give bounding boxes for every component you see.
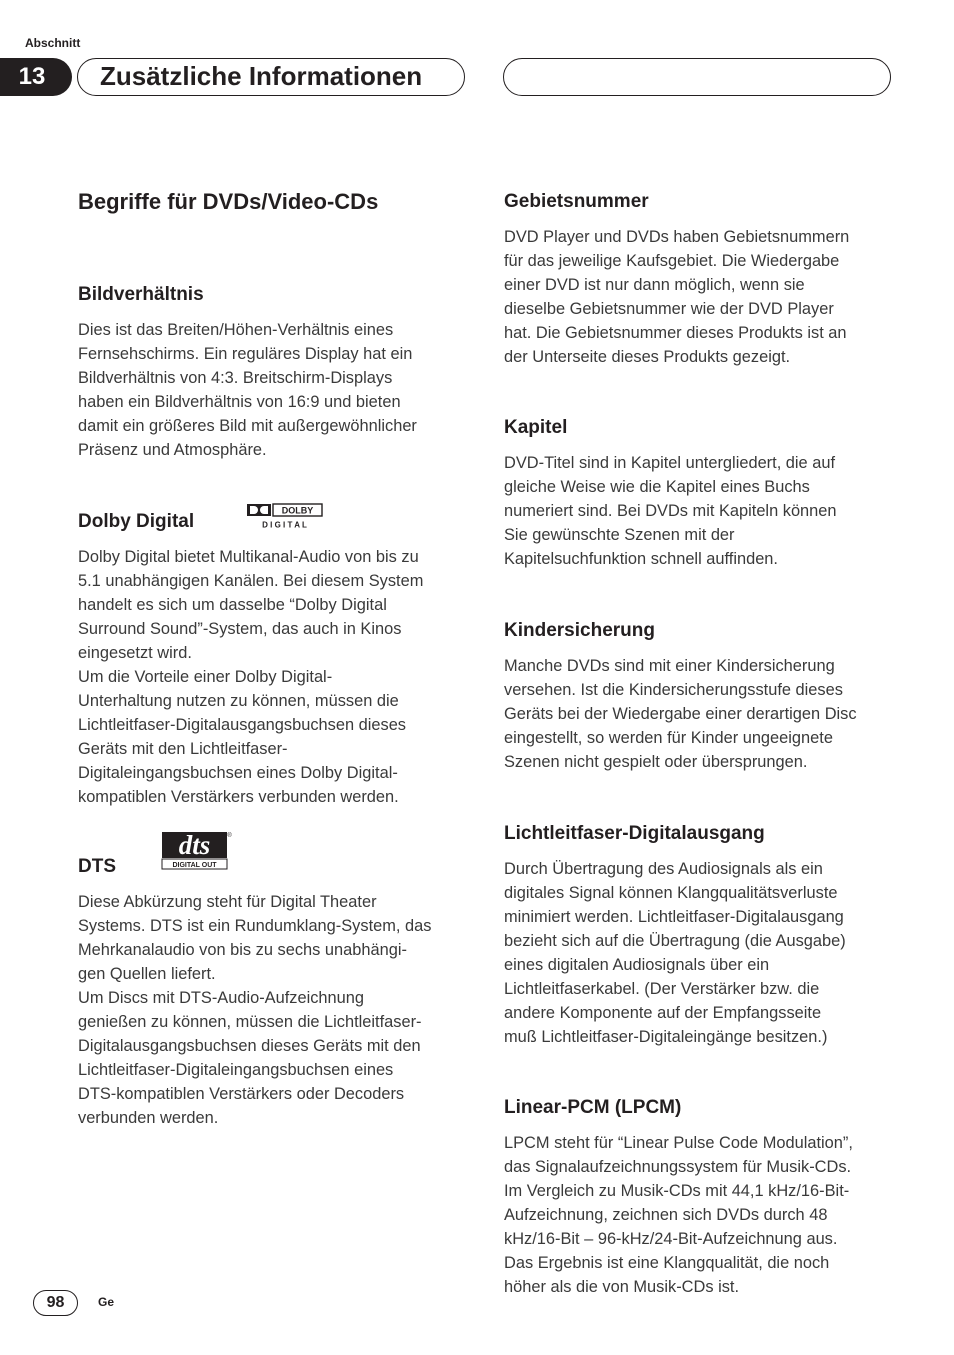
page-title: Begriffe für DVDs/Video-CDs bbox=[78, 189, 379, 214]
text-dolby-digital: Dolby Digital bietet Multikanal-Audio von bis zu 5.1 unabhängigen Kanälen. Bei diesem System handelt es sich um dasselbe “Dolby Digital Surround Sound”-System, das auch in Kinos eingesetzt wird. Um die Vorteile einer Dolby Digital- Unterhaltung nutzen zu können, müssen die Lichtleitfaser-Digitalausgangsbuchsen dieses Geräts mit den Lichtleitfaser- Digitaleingangsbuchsen eines Dolby Digital- kompatiblen Verstärkers verbunden werden. bbox=[78, 548, 424, 806]
dolby-logo-top-text: DOLBY bbox=[281, 505, 314, 516]
section-label: Abschnitt bbox=[25, 36, 81, 50]
heading-bildverhaeltnis: Bildverhältnis bbox=[78, 284, 204, 305]
language-code: Ge bbox=[98, 1295, 115, 1309]
heading-kindersicherung: Kindersicherung bbox=[504, 620, 655, 641]
dts-logo-text: dts bbox=[178, 830, 211, 860]
heading-linear-pcm: Linear-PCM (LPCM) bbox=[504, 1097, 682, 1118]
heading-gebietsnummer: Gebietsnummer bbox=[504, 191, 649, 212]
dts-logo-subtext: DIGITAL OUT bbox=[172, 862, 217, 869]
dts-logo-registered: ® bbox=[227, 833, 232, 839]
chapter-number-badge: 13 bbox=[0, 58, 72, 96]
header-empty-frame bbox=[503, 58, 891, 96]
chapter-title: Zusätzliche Informationen bbox=[77, 58, 465, 96]
heading-dolby-digital: Dolby Digital bbox=[78, 511, 195, 532]
text-gebietsnummer: DVD Player und DVDs haben Gebietsnummern für das jeweilige Kaufsgebiet. Die Wiedergabe einer DVD ist nur dann möglich, wenn sie dieselbe Gebietsnummer wie der DVD Player hat. Die Gebietsnummer dieses Produkts ist an der Unterseite dieses Produkts gezeigt. bbox=[504, 228, 850, 366]
dolby-digital-logo bbox=[246, 503, 323, 529]
text-kapitel: DVD-Titel sind in Kapitel untergliedert, die auf gleiche Weise wie die Kapitel eines Buchs numeriert sind. Bei DVDs mit Kapiteln können Sie gewünschte Szenen mit der Kapitelsuchfunktion schnell auffinden. bbox=[504, 454, 837, 568]
text-kindersicherung: Manche DVDs sind mit einer Kindersicherung versehen. Ist die Kindersicherungsstufe dieses Geräts bei der Wiedergabe einer derartigen Disc eingestellt, so werden für Kinder ungeeignete Szenen nicht gespielt oder übersprungen. bbox=[504, 657, 857, 771]
text-dts: Diese Abkürzung steht für Digital Theater Systems. DTS ist ein Rundumklang-System, das Mehrkanalaudio von bis zu sechs unabhängi- gen Quellen liefert. Um Discs mit DTS-Audio-Aufzeichnung genießen zu können, müssen die Lichtleitfaser- Digitalausgangsbuchsen dieses Geräts mit den Lichtleitfaser-Digitaleingangsbuchsen eines DTS-kompatiblen Verstärkers oder Decoders verbunden werden. bbox=[78, 893, 432, 1127]
heading-kapitel: Kapitel bbox=[504, 417, 568, 438]
heading-lichtleitfaser: Lichtleitfaser-Digitalausgang bbox=[504, 823, 765, 844]
heading-dts: DTS bbox=[78, 856, 116, 877]
page-number: 98 bbox=[33, 1290, 78, 1316]
text-linear-pcm: LPCM steht für “Linear Pulse Code Modulation”, das Signalaufzeichnungssystem für Musik-CDs. Im Vergleich zu Musik-CDs mit 44,1 kHz/16-Bit- Aufzeichnung, zeichnen sich DVDs durch 48 kHz/16-Bit – 96-kHz/24-Bit-Aufzeichnung aus. Das Ergebnis ist eine Klangqualität, die noch höher als die von Musik-CDs ist. bbox=[504, 1134, 853, 1296]
dts-digital-out-logo bbox=[161, 830, 234, 870]
text-bildverhaeltnis: Dies ist das Breiten/Höhen-Verhältnis eines Fernsehschirms. Ein reguläres Display hat ein Bildverhältnis von 4:3. Breitschirm-Displays haben ein Bildverhältnis von 16:9 und bieten damit ein größeres Bild mit außergewöhnlicher Präsenz und Atmosphäre. bbox=[78, 321, 417, 459]
dolby-logo-bottom-text: D I G I T A L bbox=[262, 520, 307, 529]
text-lichtleitfaser: Durch Übertragung des Audiosignals als ein digitales Signal können Klangqualitätsverluste minimiert werden. Lichtleitfaser-Digitalausgang bezieht sich auf die Übertragung (die Ausgabe) eines digitalen Audiosignals über ein Lichtleitfaserkabel. (Der Verstärker bzw. die andere Komponente auf der Empfangsseite muß Lichtleitfaser-Digitaleingänge besitzen.) bbox=[504, 860, 846, 1046]
